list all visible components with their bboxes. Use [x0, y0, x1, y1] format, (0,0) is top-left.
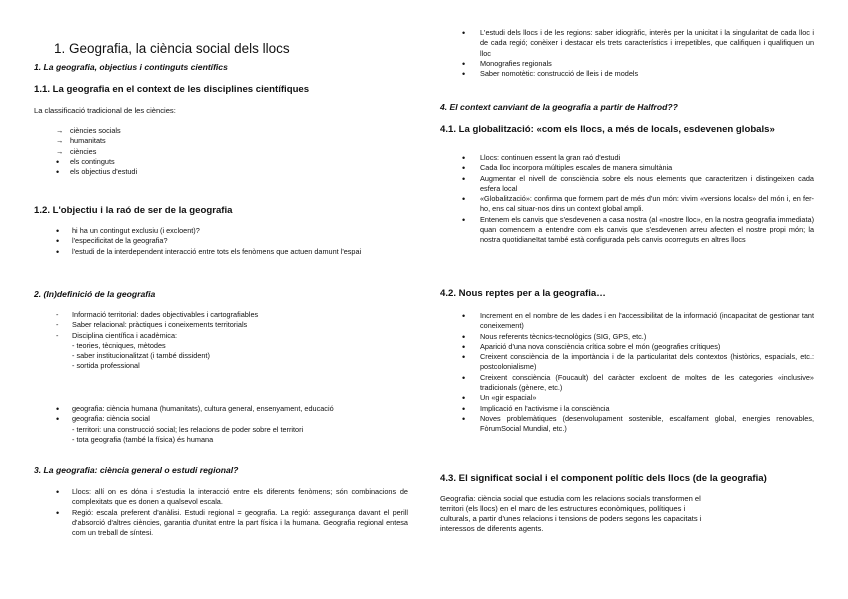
list-item: - saber institucionalitzat (i també dissident): [72, 351, 210, 361]
heading-1-1: 1.1. La geografia en el context de les disciplines científiques: [34, 84, 310, 95]
region-continued-list: [440, 28, 814, 79]
bullet-icon: •: [462, 341, 466, 352]
challenges-list: [440, 311, 814, 435]
list-item: → ciències socials: [56, 126, 121, 135]
paragraph-line: territori (els llocs) en el marc de les estructures econòmiques, polítiques i: [440, 504, 686, 513]
bullet-icon: •: [56, 487, 60, 497]
list-item: • Nous referents tècnics-tecnològics (SIG, GPS, etc.): [462, 331, 647, 342]
dash-icon: -: [56, 310, 59, 319]
definition-list: [34, 310, 408, 372]
bullet-icon: •: [462, 372, 466, 383]
list-item: - teories, tècniques, mètodes: [72, 340, 166, 350]
paragraph-line: interessos de diferents agents.: [440, 524, 544, 533]
bullet-icon: •: [56, 507, 60, 518]
bullet-icon: •: [56, 246, 60, 257]
list-item: - territori: una construcció social; les relacions de poder sobre el territori: [72, 424, 304, 434]
list-item: • Increment en el nombre de les dades i en l'accessibilitat de la informació (incapacitat de gestionar tant coneixement): [462, 311, 814, 331]
bullet-icon: •: [56, 156, 60, 167]
bullet-icon: •: [462, 311, 466, 321]
globalization-list: [440, 153, 814, 246]
list-item: → humanitats: [56, 136, 106, 146]
list-item: • Monografies regionals: [462, 58, 552, 69]
list-item: → ciències: [56, 146, 97, 156]
list-item: - sortida professional: [72, 361, 140, 371]
bullet-icon: •: [462, 173, 466, 184]
bullet-icon: •: [462, 69, 466, 80]
list-item: • Aparició d'una nova consciència crítica sobre el món (geografies crítiques): [462, 341, 721, 352]
list-item: • Regió: escala preferent d'anàlisi. Estudi regional = geografia. La regió: assegurança davant el perill d'absorció d'altres ciències, garantia d'unitat entre la part física i la humana. Geografia regional entesa com un treball de síntesi.: [56, 507, 408, 538]
list-item: • l'estudi de la interdependent interacció entre tots els fenòmens que actuen damunt l'espai: [56, 246, 362, 257]
list-item: - Saber relacional: pràctiques i coneixements territorials: [56, 320, 248, 330]
bullet-icon: •: [56, 414, 60, 425]
list-item: • l'especificitat de la geografia?: [56, 236, 168, 247]
list-item: • geografia: ciència social: [56, 414, 150, 425]
list-item: • Creixent consciència de la importància i de la particularitat dels contextos (històrics, espacials, etc.: postcolonialisme): [462, 352, 814, 372]
paragraph-line: culturals, a partir d'unes relacions i tensions de poders segons les capacitats i: [440, 514, 702, 523]
bullet-icon: •: [462, 352, 466, 363]
list-item: • els objectius d'estudi: [56, 167, 138, 178]
bullet-icon: •: [56, 404, 60, 414]
bullet-icon: •: [56, 236, 60, 247]
list-item: • Llocs: continuen essent la gran raó d'estudi: [462, 153, 621, 163]
paragraph-classification: La classificació tradicional de les ciències:: [34, 106, 176, 115]
heading-1: 1. La geografia, objectius i continguts científics: [34, 62, 228, 72]
bullet-icon: •: [462, 403, 466, 414]
bullet-icon: •: [462, 58, 466, 69]
list-item: • Augmentar el nivell de consciència sobre els nous elements que caracteritzen i distingeixen cada esfera local: [462, 173, 814, 193]
list-item: • Un «gir espacial»: [462, 393, 537, 404]
list-item: • Creixent consciència (Foucault) del caràcter excloent de moltes de les categories «inclusive» tradicionals (gènere, etc.): [462, 372, 814, 393]
list-item: - Informació territorial: dades objectivables i cartografiables: [56, 310, 259, 319]
list-item: • Llocs: allí on es dóna i s'estudia la interacció entre els diferents fenòmens; són combinacions de complexitats que es donen a qualsevol escala.: [56, 487, 408, 507]
geography-list: [34, 404, 414, 445]
dash-icon: -: [56, 330, 59, 340]
list-item: • Cada lloc incorpora múltiples escales de manera simultània: [462, 163, 673, 174]
list-item: • Noves problemàtiques (desenvolupament sostenible, escalfament global, energies renovables, FòrumSocial Mundial, etc.): [462, 413, 814, 434]
heading-3: 3. La geografia: ciència general o estudi regional?: [34, 465, 239, 475]
list-item: - tota geografia (també la física) és humana: [72, 434, 214, 444]
list-item: • L'estudi dels llocs i de les regions: saber idiogràfic, interès per la unicitat i la singularitat de cada lloc i de cada regió; conèixer i destacar els trets característics i irrepetibles, que califiquen i qualifiquen un lloc: [462, 28, 814, 58]
classification-list: [34, 126, 394, 177]
list-item: • Entenem els canvis que s'esdevenen a casa nostra (al «nostre lloc», en la nostra geografia immediata) quan comencem a entendre com els canvis que s'esdevenen arreu afecten el nostre propi món; la nostra quotidianeïtat també està configurada pels canvis ocorreguts en altres llocs: [462, 214, 814, 245]
list-item: • «Globalització»: confirma que formem part de més d'un món: vivim «versions locals» del món i, en fer-ho, ens cal situar-nos dins un context global ampli.: [462, 194, 814, 214]
bullet-icon: •: [462, 163, 466, 174]
bullet-icon: •: [462, 214, 466, 225]
heading-1-2: 1.2. L'objectiu i la raó de ser de la geografia: [34, 205, 233, 216]
dash-icon: -: [56, 320, 59, 330]
heading-2: 2. (In)definició de la geografia: [34, 289, 156, 299]
paragraph-line: Geografia: ciència social que estudia com les relacions socials transformen el: [440, 494, 701, 503]
heading-4-3: 4.3. El significat social i el component polític dels llocs (de la geografia): [440, 473, 767, 484]
heading-4-1: 4.1. La globalització: «com els llocs, a més de locals, esdevenen globals»: [440, 124, 775, 135]
bullet-icon: •: [462, 28, 466, 38]
list-item: • hi ha un contingut exclusiu (i excloent)?: [56, 226, 200, 236]
heading-4-2: 4.2. Nous reptes per a la geografia…: [440, 288, 606, 299]
heading-4: 4. El context canviant de la geografia a partir de Halfrod??: [440, 102, 678, 112]
list-item: • Saber nomotètic: construcció de lleis i de models: [462, 69, 639, 80]
bullet-icon: •: [462, 331, 466, 342]
bullet-icon: •: [462, 393, 466, 404]
bullet-icon: •: [56, 167, 60, 178]
list-item: • Implicació en l'activisme i la consciència: [462, 403, 610, 414]
arrow-right-icon: →: [56, 146, 64, 156]
bullet-icon: •: [462, 153, 466, 163]
bullet-icon: •: [56, 226, 60, 236]
document-title: 1. Geografia, la ciència social dels llocs: [54, 41, 290, 56]
arrow-right-icon: →: [56, 136, 64, 146]
objective-list: [34, 226, 408, 257]
arrow-right-icon: →: [56, 126, 64, 135]
bullet-icon: •: [462, 194, 466, 205]
bullet-icon: •: [462, 413, 466, 424]
region-list: [34, 487, 408, 538]
list-item: - Disciplina científica i acadèmica:: [56, 330, 178, 340]
list-item: • els continguts: [56, 156, 115, 167]
list-item: • geografia: ciència humana (humanitats), cultura general, ensenyament, educació: [56, 404, 334, 414]
